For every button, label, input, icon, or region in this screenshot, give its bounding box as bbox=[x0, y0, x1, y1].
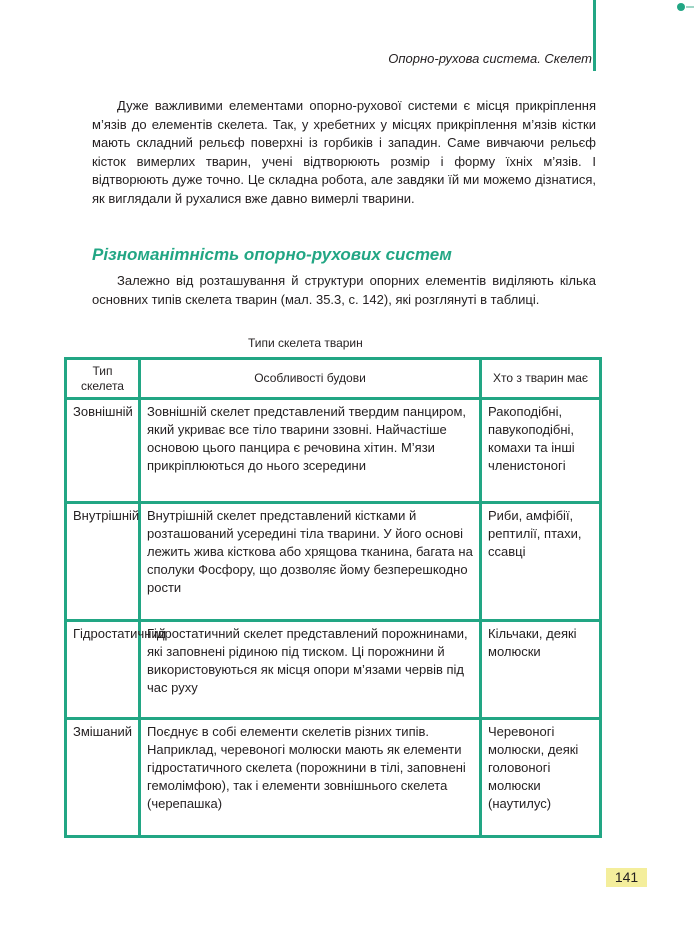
cell-who-has: Риби, амфібії, рептилії, птахи, ссавці bbox=[481, 503, 601, 621]
cell-features: Поєднує в собі елементи скелетів різних типів. Наприклад, черевоногі молюски мають як елементи гідростатичного скелета (порожнини в тілі, заповнені гемолімфою), так і елементи зовнішнього скелета (черепашка) bbox=[140, 719, 481, 837]
cell-features: Внутрішній скелет представлений кістками й розташований усередині тіла тварини. У його основі лежить жива кісткова або хрящова тканина, багата на сполуки Фосфору, що дозволяє йому безперешкодно рости bbox=[140, 503, 481, 621]
table-row bbox=[66, 719, 601, 837]
table-header-row bbox=[66, 359, 601, 399]
header-features: Особливості будови bbox=[140, 359, 481, 399]
section-paragraph: Залежно від розташування й структури опорних елементів виділяють кілька основних типів скелета тварин (мал. 35.3, с. 142), які розглянуті в таблиці. bbox=[92, 273, 596, 307]
intro-paragraph: Дуже важливими елементами опорно-рухової системи є місця прикріплення м’язів до елементів скелета. Так, у хребетних у місцях прикріплення м’язів кістки мають складний рельєф поверхні із горбиків і западин. Саме вивчаючи рельєф кісток вимерлих тварин, учені відтворюють розмір і форму їхніх м’язів. І відтворюють дуже точно. Це складна робота, але завдяки їй ми можемо дізнатися, як виглядали й рухалися вже давно вимерлі тварини. bbox=[92, 98, 596, 206]
cell-who-has: Кільчаки, деякі молюски bbox=[481, 621, 601, 719]
cell-who-has: Черевоногі молюски, деякі головоногі молюски (наутилус) bbox=[481, 719, 601, 837]
table-row bbox=[66, 503, 601, 621]
header-accent-line bbox=[593, 0, 596, 71]
section-title: Різноманітність опорно-рухових систем bbox=[92, 245, 452, 264]
cell-type: Внутрішній bbox=[66, 503, 140, 621]
cell-who-has: Ракоподібні, павукоподібні, комахи та інші членистоногі bbox=[481, 399, 601, 503]
table-caption: Типи скелета тварин bbox=[248, 336, 363, 350]
table-row bbox=[66, 399, 601, 503]
table-row bbox=[66, 621, 601, 719]
cell-type: Гідростатичний bbox=[66, 621, 140, 719]
page-number: 141 bbox=[606, 868, 647, 887]
running-header: Опорно-рухова система. Скелет bbox=[388, 51, 592, 66]
cell-features: Гідростатичний скелет представлений порожнинами, які заповнені рідиною під тиском. Ці порожнини й використовуються як місця опори м’язами червів під час руху bbox=[140, 621, 481, 719]
cell-features: Зовнішній скелет представлений твердим панциром, який укриває все тіло тварини ззовні. Найчастіше основою цього панцира є речовина хітин. М’язи прикріплюються до нього зсередини bbox=[140, 399, 481, 503]
skeleton-types-table bbox=[64, 357, 602, 838]
header-who-has: Хто з тварин має bbox=[481, 359, 601, 399]
corner-logo-icon bbox=[676, 2, 694, 12]
cell-type: Зовнішній bbox=[66, 399, 140, 503]
header-type: Тип скелета bbox=[66, 359, 140, 399]
cell-type: Змішаний bbox=[66, 719, 140, 837]
